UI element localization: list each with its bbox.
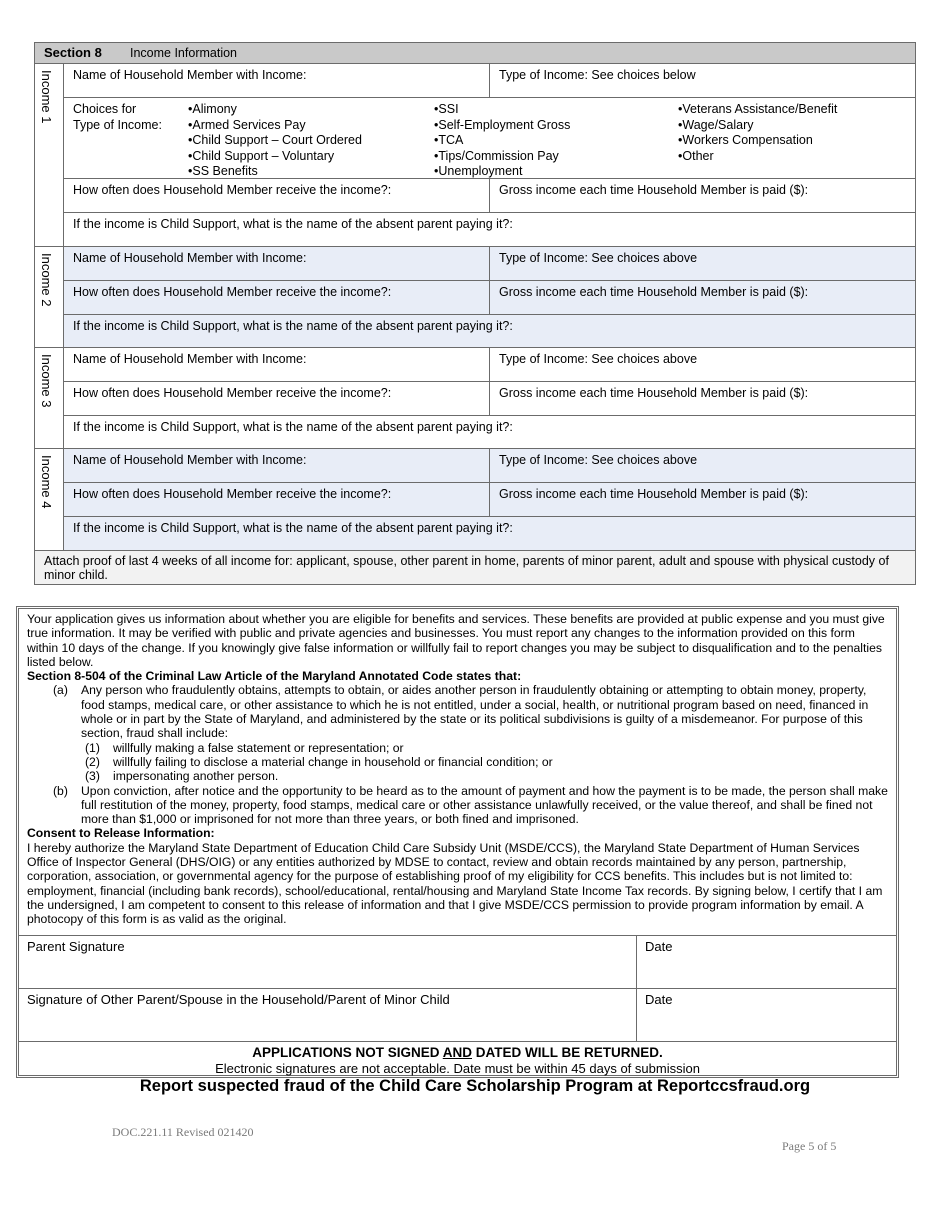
choices-label: Choices for Type of Income:: [73, 102, 162, 132]
income-4-member-field[interactable]: Name of Household Member with Income:: [64, 449, 490, 482]
income-2-frequency-field[interactable]: How often does Household Member receive the income?:: [64, 281, 490, 314]
electronic-signature-note: Electronic signatures are not acceptable. Date must be within 45 days of submission: [215, 1060, 700, 1076]
income-4-child-support-row: [64, 517, 915, 551]
income-2-frequency-row: [64, 281, 915, 315]
choices-column-2: [434, 102, 570, 180]
income-4-member-row: [64, 449, 915, 483]
choice-item: • Unemployment: [434, 164, 570, 180]
returned-notice: [19, 1041, 896, 1077]
income-1-side-label: Income 1: [35, 64, 64, 247]
income-1-member-field[interactable]: Name of Household Member with Income:: [64, 64, 490, 97]
other-date-field[interactable]: Date: [645, 992, 673, 1007]
law-item-a: (a) Any person who fraudulently obtains, attempts to obtain, or aides another person in fraudulently obtaining or attempting to obtain money, property, food stamps, medical care, or other assistance to which he is not entitled, under a social, health, or nutritional program based on need, financed in whole or in part by the State of Maryland, and administered by the state or its political subdivisions is guilty of a misdemeanor. For purpose of this section, fraud shall include:: [53, 683, 869, 741]
income-4-gross-field[interactable]: Gross income each time Household Member is paid ($):: [499, 487, 809, 501]
income-4-type-field[interactable]: Type of Income: See choices above: [499, 453, 698, 467]
income-3-child-support-field[interactable]: If the income is Child Support, what is the name of the absent parent paying it?:: [73, 420, 513, 434]
choice-item: • Wage/Salary: [678, 118, 837, 134]
section-8-income-table: [34, 42, 916, 585]
document-number: DOC.221.11 Revised 021420: [112, 1125, 254, 1139]
income-3-member-row: [64, 348, 915, 382]
choice-item: • TCA: [434, 133, 570, 149]
attach-proof-note: Attach proof of last 4 weeks of all income for: applicant, spouse, other parent in home, parents of minor parent, adult and spouse with physical custody of minor child.: [35, 551, 915, 584]
parent-signature-field[interactable]: Parent Signature: [19, 936, 637, 988]
legal-text: [19, 609, 896, 927]
choice-item: • Armed Services Pay: [188, 118, 362, 134]
consent-paragraph: I hereby authorize the Maryland State Department of Education Child Care Subsidy Unit (MSDE/CCS), the Maryland State Department of Human Services Office of Inspector General (DHS/OIG) or any entities authorized by MDSE to contact, review and obtain records maintained by any person, partnership, corporation, association, or governmental agency for the purpose of establishing proof of my eligibility for CCS benefits. This includes but is not limited to: employment, financial (including bank records), school/educational, rental/housing and Maryland State Income Tax records. By signing below, I certify that I am the undersigned, I am competent to consent to this release of information and that I give MSDE/CCS permission to provide program information by email. A photocopy of this form is as valid as the original.: [27, 840, 883, 927]
choice-item: • Other: [678, 149, 837, 165]
other-signature-field[interactable]: Signature of Other Parent/Spouse in the Household/Parent of Minor Child: [19, 989, 637, 1041]
choice-item: • Tips/Commission Pay: [434, 149, 570, 165]
choices-column-1: [188, 102, 362, 180]
section-title: Income Information: [130, 46, 237, 60]
choices-column-3: [678, 102, 837, 164]
choice-item: • Veterans Assistance/Benefit: [678, 102, 837, 118]
choice-item: • Child Support – Voluntary: [188, 149, 362, 165]
other-signature-row: [19, 988, 896, 1041]
income-2-member-field[interactable]: Name of Household Member with Income:: [64, 247, 490, 280]
page-number: Page 5 of 5: [782, 1139, 837, 1153]
income-3-frequency-field[interactable]: How often does Household Member receive the income?:: [64, 382, 490, 415]
consent-heading: Consent to Release Information:: [27, 826, 215, 841]
legal-signature-box: [16, 606, 899, 1078]
income-choices-row: [64, 98, 915, 179]
choice-item: • Workers Compensation: [678, 133, 837, 149]
income-3-frequency-row: [64, 382, 915, 416]
income-2-member-row: [64, 247, 915, 281]
section-number: Section 8: [44, 45, 102, 60]
income-2-child-support-row: [64, 315, 915, 348]
income-3-gross-field[interactable]: Gross income each time Household Member is paid ($):: [499, 386, 809, 400]
income-2-side-label: Income 2: [35, 247, 64, 348]
income-3-type-field[interactable]: Type of Income: See choices above: [499, 352, 698, 366]
income-1-type-field[interactable]: Type of Income: See choices below: [499, 68, 696, 82]
income-4-side-label: Income 4: [35, 449, 64, 551]
income-4-frequency-field[interactable]: How often does Household Member receive the income?:: [64, 483, 490, 516]
law-subitem: (3) impersonating another person.: [85, 769, 279, 784]
choice-item: • Self-Employment Gross: [434, 118, 570, 134]
income-2-type-field[interactable]: Type of Income: See choices above: [499, 251, 698, 265]
income-4-frequency-row: [64, 483, 915, 517]
intro-paragraph: Your application gives us information about whether you are eligible for benefits and services. These benefits are provided at public expense and you must give true information. It may be verified with public and private agencies and businesses. You must report any changes to the information provided on this form within 10 days of the change. If you knowingly give false information or willfully fail to report changes you may be subject to disqualification and to the penalties listed below.: [27, 612, 885, 669]
income-3-child-support-row: [64, 416, 915, 449]
choice-item: • Child Support – Court Ordered: [188, 133, 362, 149]
choice-item: • SSI: [434, 102, 570, 118]
income-2-child-support-field[interactable]: If the income is Child Support, what is the name of the absent parent paying it?:: [73, 319, 513, 333]
parent-signature-row: [19, 935, 896, 988]
income-1-child-support-row: [64, 213, 915, 247]
choice-item: • SS Benefits: [188, 164, 362, 180]
income-2-gross-field[interactable]: Gross income each time Household Member is paid ($):: [499, 285, 809, 299]
law-item-b: (b) Upon conviction, after notice and the opportunity to be heard as to the amount of payment and how the payment is to be made, the person shall make full restitution of the money, property, food stamps, medical care or other assistance unlawfully received, or the value thereof, and shall be fined not more than $1,000 or imprisoned for not more than three years, or both fined and imprisoned.: [53, 783, 888, 827]
section-header: [35, 43, 915, 64]
income-3-side-label: Income 3: [35, 348, 64, 449]
income-1-frequency-field[interactable]: How often does Household Member receive the income?:: [64, 179, 490, 212]
income-type-choices: [64, 98, 915, 178]
law-subitem: (2) willfully failing to disclose a material change in household or financial condition; or: [85, 754, 553, 769]
fraud-report-line: Report suspected fraud of the Child Care Scholarship Program at Reportccsfraud.org: [139, 1077, 811, 1095]
law-heading: Section 8-504 of the Criminal Law Article of the Maryland Annotated Code states that:: [27, 669, 522, 684]
income-3-member-field[interactable]: Name of Household Member with Income:: [64, 348, 490, 381]
income-1-frequency-row: [64, 179, 915, 213]
returned-warning: APPLICATIONS NOT SIGNED AND DATED WILL BE RETURNED.: [252, 1045, 663, 1060]
law-subitem: (1) willfully making a false statement or representation; or: [85, 740, 404, 755]
parent-date-field[interactable]: Date: [645, 939, 673, 954]
income-1-gross-field[interactable]: Gross income each time Household Member is paid ($):: [499, 183, 809, 197]
income-4-child-support-field[interactable]: If the income is Child Support, what is the name of the absent parent paying it?:: [73, 521, 513, 535]
income-1-member-row: [64, 64, 915, 98]
choice-item: • Alimony: [188, 102, 362, 118]
income-1-child-support-field[interactable]: If the income is Child Support, what is the name of the absent parent paying it?:: [73, 217, 513, 231]
